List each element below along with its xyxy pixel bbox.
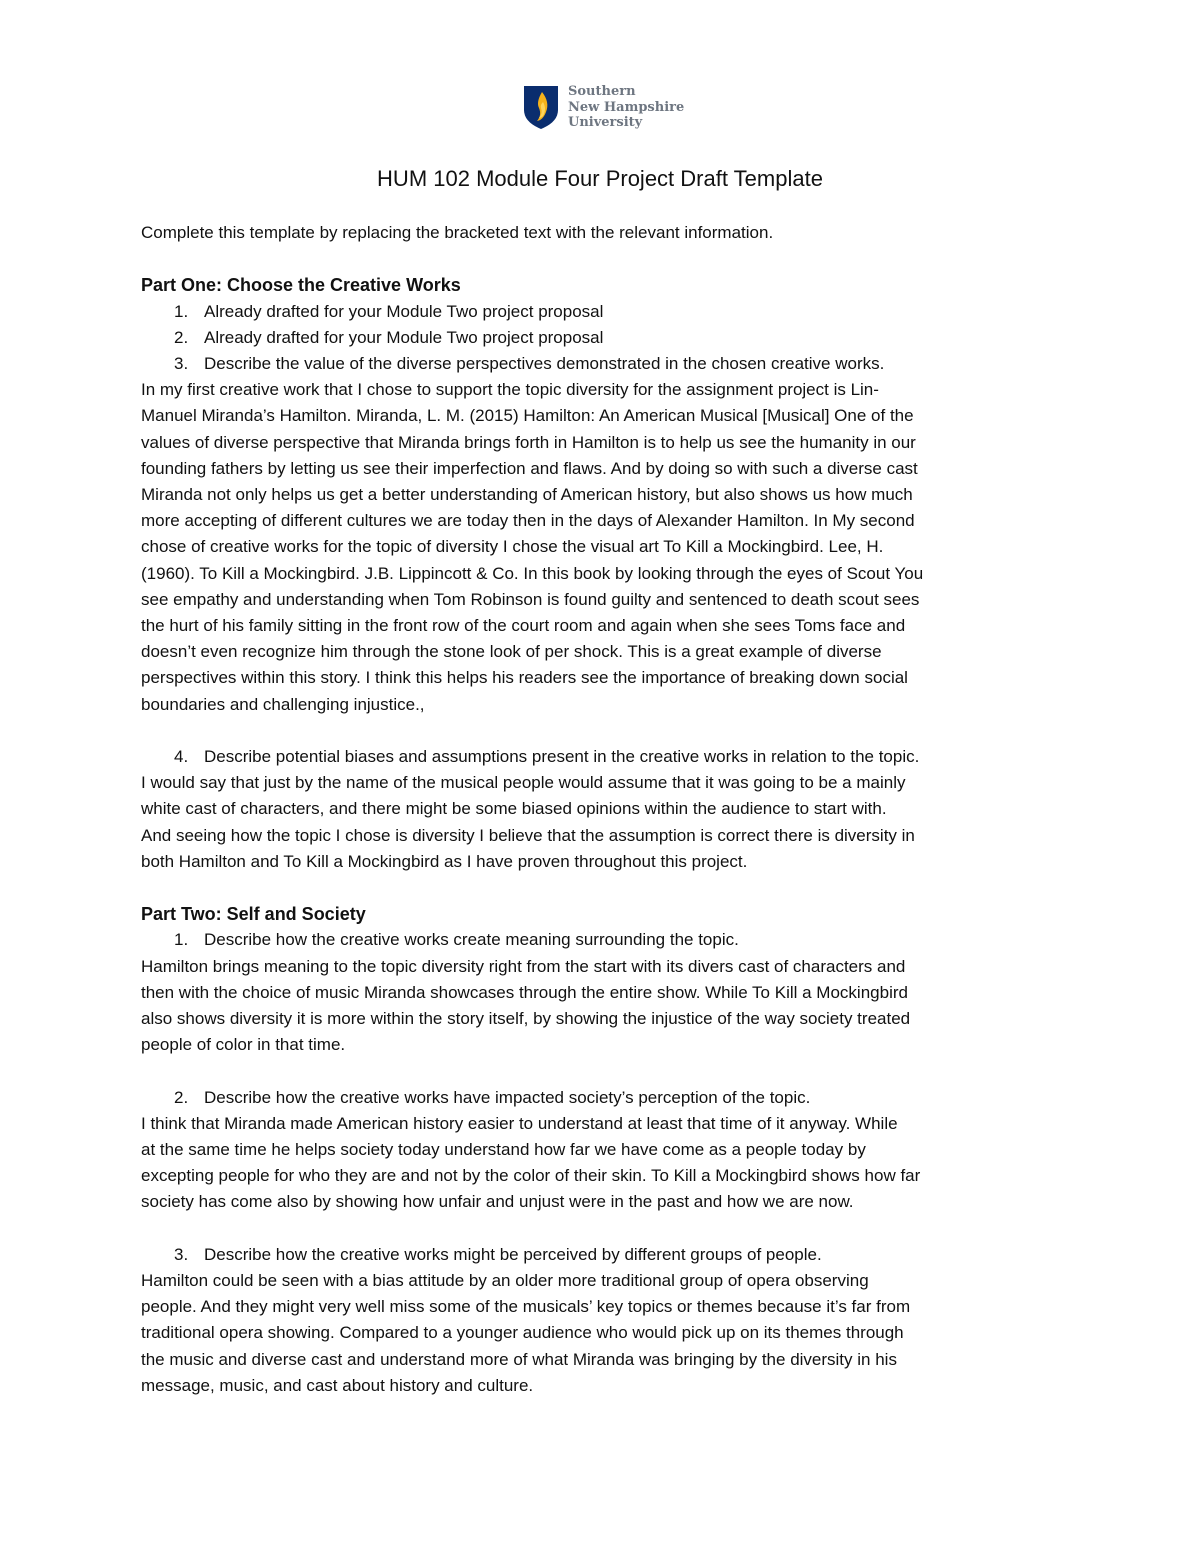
part-one-heading: Part One: Choose the Creative Works (141, 275, 461, 296)
document-title: HUM 102 Module Four Project Draft Template (377, 166, 823, 191)
answer-line: at the same time he helps society today understand how far we have come as a people today by (141, 1140, 866, 1160)
answer-line: more accepting of different cultures we are today then in the days of Alexander Hamilton. In My second (141, 511, 915, 531)
answer-line: the hurt of his family sitting in the front row of the court room and again when she sees Toms face and (141, 616, 906, 636)
answer-line: society has come also by showing how unfair and unjust were in the past and how we are now. (141, 1192, 854, 1212)
shield-flame-icon (522, 84, 560, 130)
answer-line: chose of creative works for the topic of diversity I chose the visual art To Kill a Mockingbird. Lee, H. (141, 537, 884, 557)
answer-line: white cast of characters, and there might be some biased opinions within the audience to start with. (141, 799, 887, 819)
spacer (141, 875, 1056, 901)
answer-line: founding fathers by letting us see their imperfection and flaws. And by doing so with such a diverse cast (141, 458, 918, 478)
answer-line: I think that Miranda made American history easier to understand at least that time of it anyway. While (141, 1113, 898, 1133)
answer-line: the music and diverse cast and understand more of what Miranda was bringing by the diversity in his (141, 1349, 897, 1369)
answer-line: I would say that just by the name of the musical people would assume that it was going to be a mainly (141, 773, 906, 793)
answer-line: also shows diversity it is more within the story itself, by showing the injustice of the way society treated (141, 1009, 911, 1029)
answer-line: Manuel Miranda’s Hamilton. Miranda, L. M. (2015) Hamilton: An American Musical [Musical] One of the (141, 406, 914, 426)
spacer (141, 1216, 1056, 1242)
answer-line: (1960). To Kill a Mockingbird. J.B. Lippincott & Co. In this book by looking through the eyes of Scout You (141, 563, 924, 583)
logo-line: University (568, 115, 643, 130)
answer-paragraph (141, 1111, 1056, 1216)
list-item-text: Describe the value of the diverse perspectives demonstrated in the chosen creative works. (204, 354, 885, 373)
list-item (141, 325, 1056, 351)
answer-paragraph (141, 954, 1056, 1059)
list-item-text: Describe potential biases and assumptions present in the creative works in relation to the topic. (204, 747, 920, 767)
list-number: 2. (174, 1087, 189, 1107)
answer-line: And seeing how the topic I chose is diversity I believe that the assumption is correct there is diversity in (141, 825, 915, 845)
list-item-text: Already drafted for your Module Two project proposal (204, 301, 604, 321)
list-item (141, 351, 1056, 377)
part-two-heading: Part Two: Self and Society (141, 904, 366, 925)
list-item-text: Describe how the creative works might be perceived by different groups of people. (204, 1244, 822, 1264)
document-body (141, 220, 1056, 1399)
list-item (141, 1085, 1056, 1111)
answer-line: traditional opera showing. Compared to a younger audience who would pick up on its themes through (141, 1323, 904, 1343)
list-item (141, 1242, 1056, 1268)
answer-line: excepting people for who they are and not by the color of their skin. To Kill a Mockingbird shows how far (141, 1166, 921, 1186)
answer-line: then with the choice of music Miranda showcases through the entire show. While To Kill a Mockingbird (141, 982, 908, 1002)
answer-line: values of diverse perspective that Miranda brings forth in Hamilton is to help us see the humanity in our (141, 432, 916, 452)
answer-line: see empathy and understanding when Tom Robinson is found guilty and sentenced to death scout sees (141, 589, 920, 609)
list-number: 2. (174, 327, 189, 347)
answer-line: In my first creative work that I chose to support the topic diversity for the assignment project is Lin- (141, 380, 879, 400)
answer-line: perspectives within this story. I think this helps his readers see the importance of breaking down social (141, 668, 908, 688)
list-number: 1. (174, 301, 189, 321)
list-item-text: Describe how the creative works create meaning surrounding the topic. (204, 930, 739, 950)
answer-line: Hamilton could be seen with a bias attitude by an older more traditional group of opera observing (141, 1271, 869, 1291)
list-item (141, 299, 1056, 325)
spacer (141, 1058, 1056, 1084)
answer-line: both Hamilton and To Kill a Mockingbird as I have proven throughout this project. (141, 851, 748, 871)
list-number: 3. (174, 1244, 189, 1264)
list-number: 4. (174, 747, 189, 767)
list-number: 1. (174, 930, 189, 950)
logo-wordmark (568, 84, 684, 131)
list-item (141, 744, 1056, 770)
list-item-text: Describe how the creative works have impacted society’s perception of the topic. (204, 1087, 811, 1107)
answer-line: message, music, and cast about history and culture. (141, 1375, 534, 1395)
answer-line: Hamilton brings meaning to the topic diversity right from the start with its divers cast of characters and (141, 956, 906, 976)
logo-line: New Hampshire (568, 99, 685, 115)
list-item-text: Already drafted for your Module Two project proposal (204, 327, 604, 347)
answer-paragraph (141, 770, 1056, 875)
answer-line: boundaries and challenging injustice., (141, 694, 425, 714)
list-number: 3. (174, 354, 189, 373)
spacer (141, 246, 1056, 272)
answer-line: doesn’t even recognize him through the stone look of per shock. This is a great example of diverse (141, 642, 882, 662)
intro-text: Complete this template by replacing the bracketed text with the relevant information. (141, 223, 774, 242)
answer-paragraph (141, 377, 1056, 718)
answer-line: people. And they might very well miss some of the musicals’ key topics or themes because it’s far from (141, 1297, 911, 1317)
answer-paragraph (141, 1268, 1056, 1399)
university-logo (522, 84, 692, 132)
answer-line: people of color in that time. (141, 1035, 346, 1055)
list-item (141, 927, 1056, 953)
spacer (141, 718, 1056, 744)
answer-line: Miranda not only helps us get a better understanding of American history, but also shows us how much (141, 485, 913, 505)
logo-line: Southern (568, 84, 636, 99)
